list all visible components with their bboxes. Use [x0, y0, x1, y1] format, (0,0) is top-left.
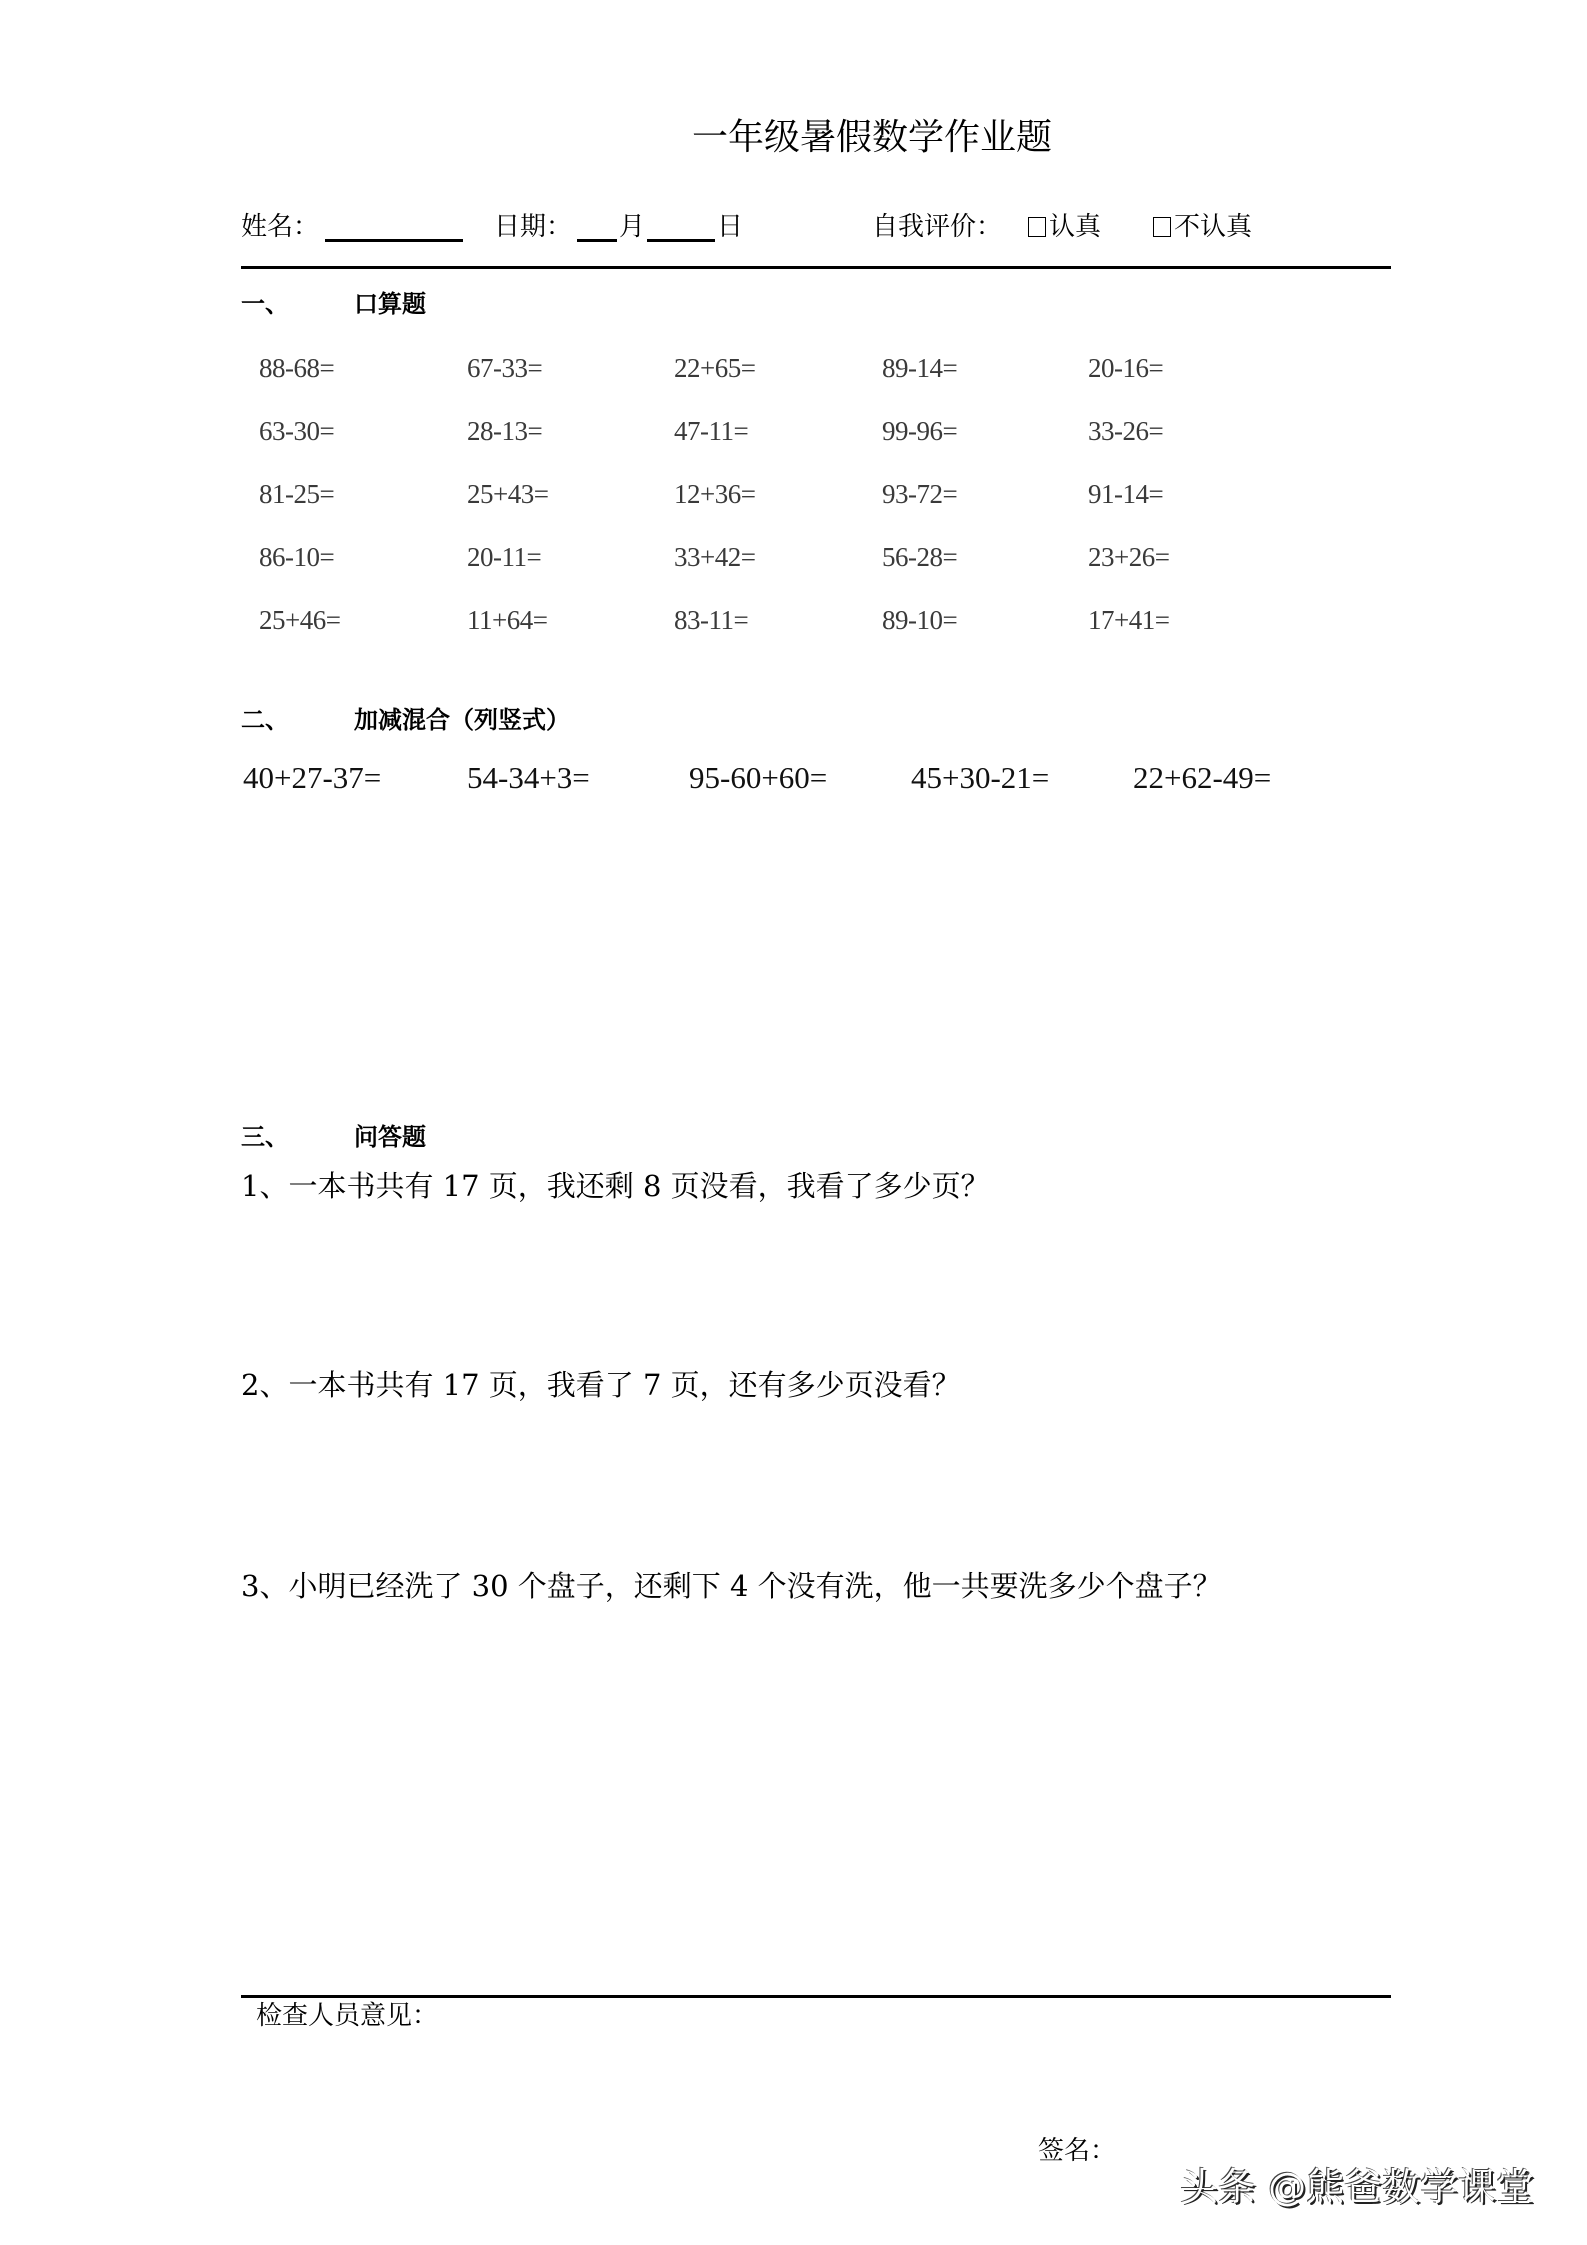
- section-3-title: 问答题: [354, 1122, 426, 1151]
- calc-item: 22+65=: [674, 353, 756, 383]
- calc-item: 25+43=: [467, 479, 549, 509]
- section-1-title: 口算题: [354, 289, 426, 318]
- day-blank[interactable]: [647, 239, 715, 242]
- mixed-calc-item: 40+27-37=: [243, 760, 382, 795]
- name-label: 姓名：: [241, 212, 320, 242]
- reviewer-comment-label: 检查人员意见：: [256, 2001, 439, 2031]
- calc-item: 25+46=: [259, 605, 341, 635]
- section-2-number: 二、: [241, 705, 289, 734]
- calc-item: 20-11=: [467, 542, 542, 572]
- mixed-calc-item: 45+30-21=: [911, 760, 1050, 795]
- question-2: 2、一本书共有 17 页，我看了 7 页，还有多少页没看？: [241, 1368, 961, 1402]
- calc-item: 33+42=: [674, 542, 756, 572]
- option-serious[interactable]: [1028, 214, 1101, 240]
- day-label: 日: [717, 212, 744, 242]
- month-blank[interactable]: [577, 239, 617, 242]
- question-1: 1、一本书共有 17 页，我还剩 8 页没看，我看了多少页？: [241, 1169, 990, 1203]
- question-3: 3、小明已经洗了 30 个盘子，还剩下 4 个没有洗，他一共要洗多少个盘子？: [241, 1569, 1222, 1603]
- month-label: 月: [619, 212, 646, 242]
- name-blank[interactable]: [325, 239, 463, 242]
- calc-item: 89-14=: [882, 353, 958, 383]
- calc-item: 23+26=: [1088, 542, 1170, 572]
- calc-item: 81-25=: [259, 479, 335, 509]
- calc-item: 86-10=: [259, 542, 335, 572]
- calc-item: 89-10=: [882, 605, 958, 635]
- checkbox-icon[interactable]: [1153, 217, 1171, 237]
- calc-item: 93-72=: [882, 479, 958, 509]
- calc-item: 28-13=: [467, 416, 543, 446]
- calc-item: 11+64=: [467, 605, 548, 635]
- checkbox-icon[interactable]: [1028, 217, 1046, 237]
- calc-item: 91-14=: [1088, 479, 1164, 509]
- option-not-serious[interactable]: [1153, 214, 1252, 240]
- mixed-calc-item: 95-60+60=: [689, 760, 828, 795]
- signature-label: 签名：: [1038, 2136, 1117, 2166]
- option-serious-label: 认真: [1049, 212, 1102, 242]
- calc-item: 12+36=: [674, 479, 756, 509]
- self-eval-label: 自我评价：: [872, 212, 1003, 242]
- footer-divider: [241, 1995, 1391, 1998]
- header-divider: [241, 266, 1391, 269]
- calc-item: 83-11=: [674, 605, 749, 635]
- date-label: 日期：: [494, 212, 573, 242]
- calc-item: 20-16=: [1088, 353, 1164, 383]
- mixed-calc-item: 22+62-49=: [1133, 760, 1272, 795]
- calc-item: 99-96=: [882, 416, 958, 446]
- section-1-number: 一、: [241, 289, 289, 318]
- calc-item: 56-28=: [882, 542, 958, 572]
- calc-item: 63-30=: [259, 416, 335, 446]
- calc-item: 88-68=: [259, 353, 335, 383]
- calc-item: 47-11=: [674, 416, 749, 446]
- calc-item: 33-26=: [1088, 416, 1164, 446]
- page-title: 一年级暑假数学作业题: [691, 117, 1052, 158]
- section-3-number: 三、: [241, 1122, 289, 1151]
- calc-item: 67-33=: [467, 353, 543, 383]
- watermark: 头条 @熊爸数学课堂: [1180, 2165, 1535, 2209]
- option-not-serious-label: 不认真: [1174, 212, 1253, 242]
- calc-item: 17+41=: [1088, 605, 1170, 635]
- mixed-calc-item: 54-34+3=: [467, 760, 590, 795]
- section-2-title: 加减混合（列竖式）: [354, 705, 570, 734]
